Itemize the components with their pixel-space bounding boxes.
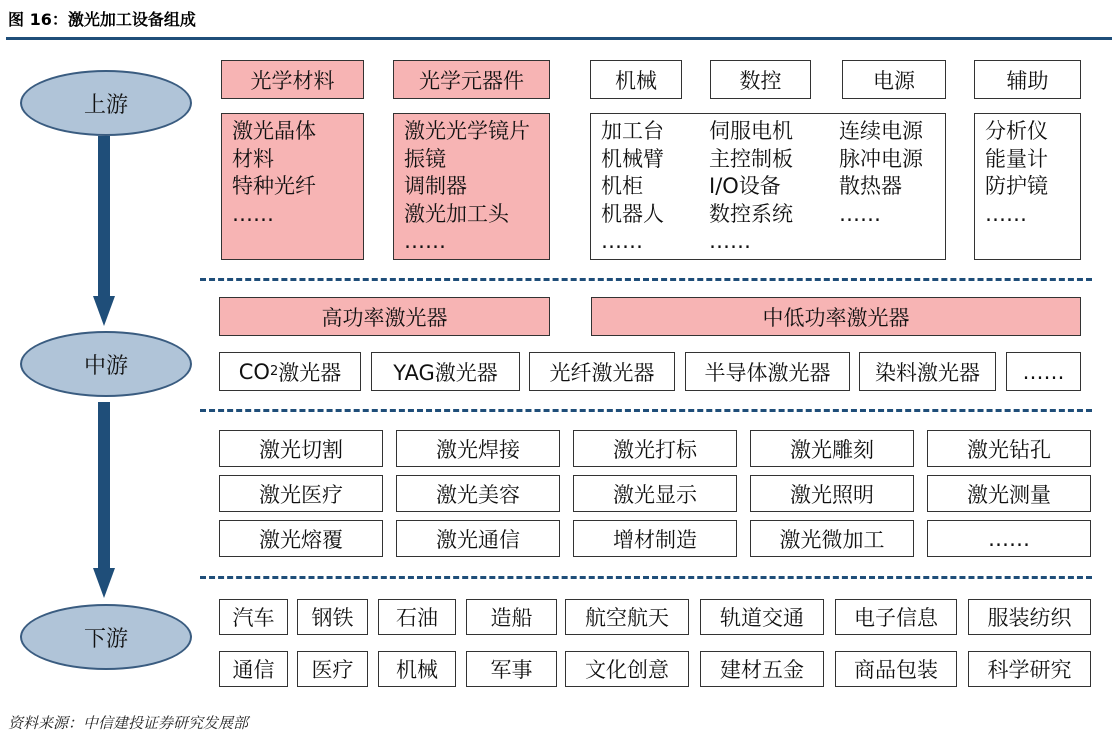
process-item: 激光通信 [396,520,560,557]
industry-item: 商品包装 [835,651,957,687]
list-item: 加工台 [601,119,664,143]
stage-upstream-label: 上游 [83,92,128,118]
industry-item: 科学研究 [968,651,1091,687]
industry-item: 文化创意 [565,651,689,687]
process-item: 激光照明 [750,475,914,512]
optical-materials-list [221,113,364,260]
process-item: 激光切割 [219,430,383,467]
list-item: 伺服电机 [709,119,793,143]
list-item: 分析仪 [985,119,1048,143]
list-item: 激光光学镜片 [404,119,530,143]
industry-item: 军事 [466,651,557,687]
stage-downstream-label: 下游 [83,626,128,652]
list-item: 激光晶体 [232,119,316,143]
header-auxiliary: 辅助 [974,60,1081,99]
source-note: 资料来源：中信建投证券研究发展部 [8,714,249,732]
list-item: 机器人 [601,201,664,226]
industry-item: 航空航天 [565,599,689,635]
industry-item: 医疗 [297,651,368,687]
industry-item: 汽车 [219,599,288,635]
separator-line [200,576,1092,579]
laser-type-semiconductor: 半导体激光器 [685,352,850,391]
industry-item: 通信 [219,651,288,687]
list-item: 机柜 [601,174,643,198]
auxiliary-list [974,113,1081,260]
industry-item: 服装纺织 [968,599,1091,635]
list-item: 机械臂 [601,146,664,171]
stage-midstream-label: 中游 [83,353,128,379]
separator-line [200,409,1092,412]
header-optical-materials: 光学材料 [221,60,364,99]
optical-components-list [393,113,550,260]
list-item: …… [404,229,446,253]
list-item: 数控系统 [709,201,793,226]
figure-title: 图 16：激光加工设备组成 [8,10,196,29]
industry-item: 建材五金 [700,651,824,687]
list-item: 特种光纤 [232,174,316,198]
header-optical-components: 光学元器件 [393,60,550,99]
process-item: 激光美容 [396,475,560,512]
process-item: 激光钻孔 [927,430,1091,467]
list-item: …… [232,201,274,226]
list-item: …… [839,201,881,226]
separator-line [200,278,1092,281]
header-numerical-control: 数控 [710,60,811,99]
list-item: …… [709,229,751,253]
process-item: 增材制造 [573,520,737,557]
industry-item: 造船 [466,599,557,635]
list-item: 能量计 [985,146,1048,171]
header-low-mid-power-lasers: 中低功率激光器 [591,297,1081,336]
process-item: 激光微加工 [750,520,914,557]
process-item: 激光打标 [573,430,737,467]
list-item: 脉冲电源 [839,146,923,171]
process-item: 激光测量 [927,475,1091,512]
list-item: 散热器 [839,174,902,198]
list-item: 防护镜 [985,174,1048,198]
list-item: 振镜 [404,146,446,171]
list-item: 材料 [232,146,274,171]
process-item: 激光焊接 [396,430,560,467]
header-power: 电源 [842,60,946,99]
header-mechanics: 机械 [590,60,682,99]
laser-type-dye: 染料激光器 [859,352,996,391]
title-rule [6,37,1112,40]
industry-item: 电子信息 [835,599,957,635]
laser-type-co2: CO 2 激光器 [219,352,361,391]
industry-item: 机械 [378,651,456,687]
list-item: I/O设备 [709,174,781,198]
list-item: …… [985,201,1027,226]
list-item: 主控制板 [709,146,793,171]
equipment-list [590,113,946,260]
list-item: …… [601,229,643,253]
process-item: 激光显示 [573,475,737,512]
stage-midstream [20,331,192,397]
arrow-down-icon [93,402,115,600]
industry-item: 钢铁 [297,599,368,635]
list-item: 调制器 [404,174,467,198]
list-item: 激光加工头 [404,201,509,226]
laser-type-more: …… [1006,352,1081,391]
header-high-power-lasers: 高功率激光器 [219,297,550,336]
stage-downstream [20,604,192,670]
process-item: 激光熔覆 [219,520,383,557]
stage-upstream [20,70,192,136]
industry-item: 轨道交通 [700,599,824,635]
arrow-down-icon [93,136,115,328]
laser-type-yag: YAG激光器 [371,352,520,391]
process-item: …… [927,520,1091,557]
process-item: 激光雕刻 [750,430,914,467]
process-item: 激光医疗 [219,475,383,512]
laser-type-fiber: 光纤激光器 [529,352,675,391]
list-item: 连续电源 [839,119,923,143]
industry-item: 石油 [378,599,456,635]
